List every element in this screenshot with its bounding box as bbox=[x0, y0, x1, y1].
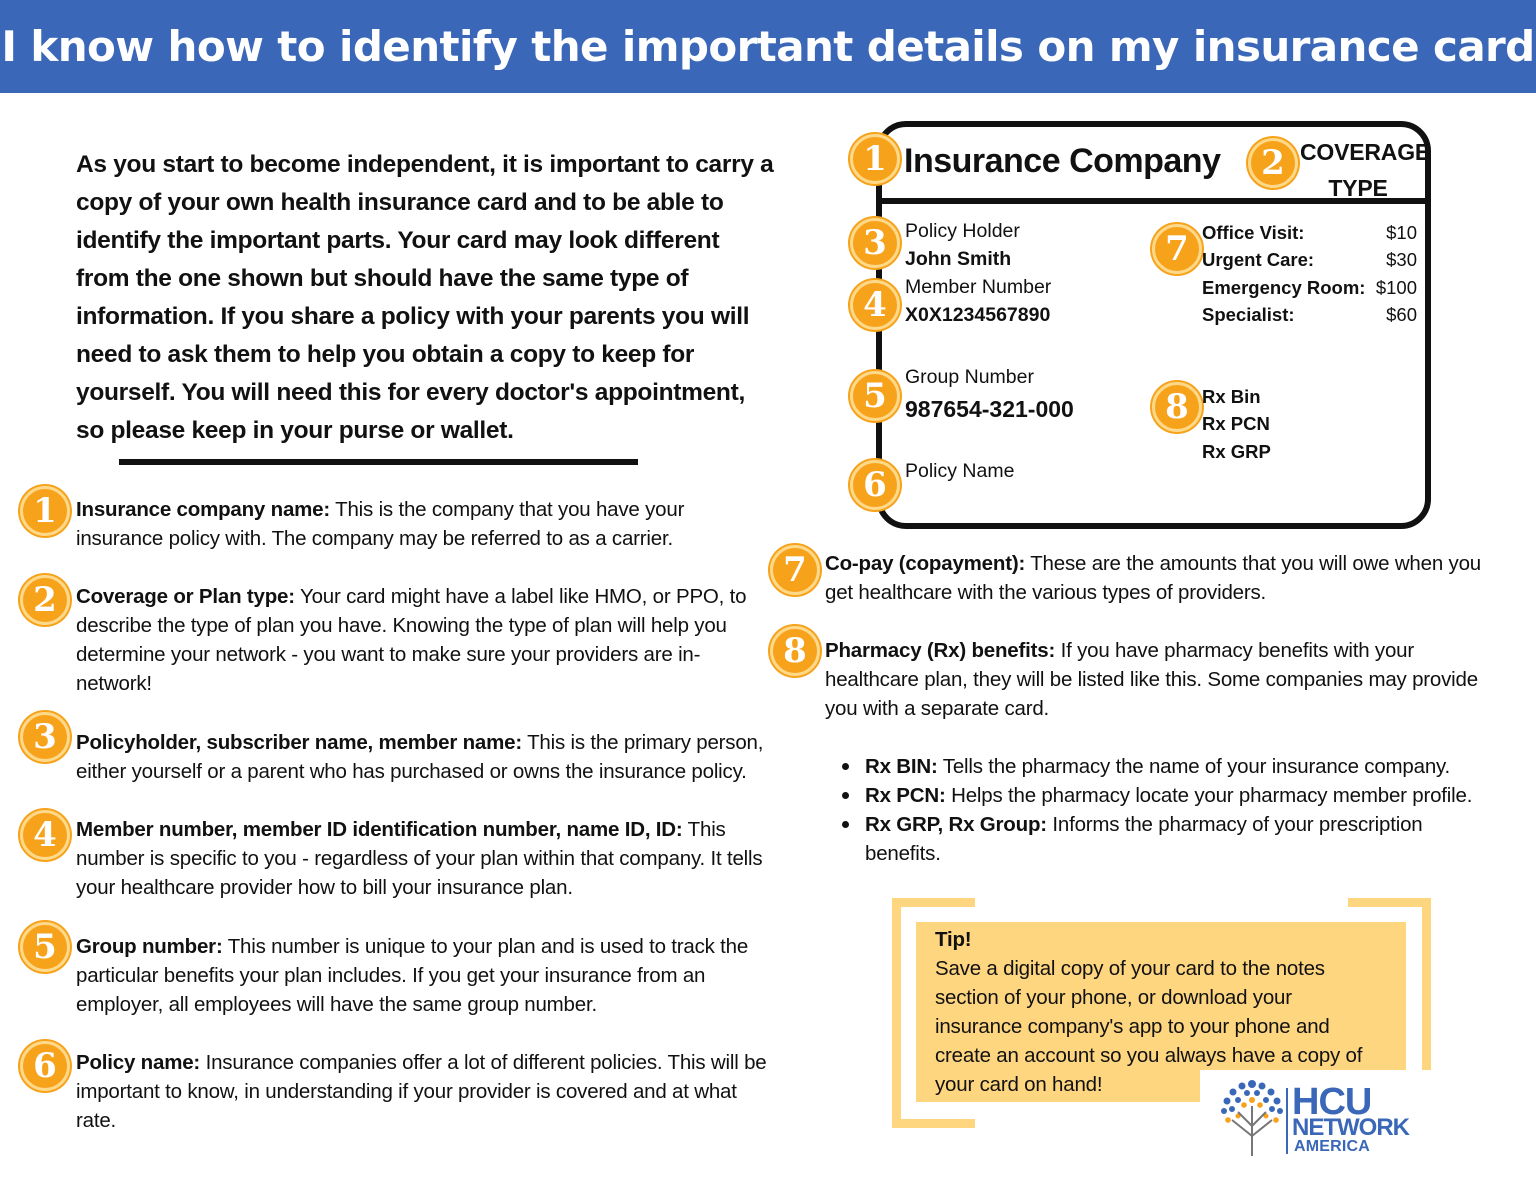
page-title: I know how to identify the important details on my insurance card bbox=[1, 22, 1535, 71]
item-member-number bbox=[76, 815, 796, 902]
badge-1-icon: 1 bbox=[20, 486, 70, 536]
copay-amount: $60 bbox=[1386, 304, 1417, 325]
card-badge-4-icon: 4 bbox=[850, 280, 900, 330]
copay-label: Specialist: bbox=[1202, 304, 1295, 325]
card-badge-8-icon: 8 bbox=[1152, 382, 1202, 432]
item-desc: This is the primary person, either yourself or a parent who has purchased or owns the insurance policy. bbox=[76, 731, 764, 783]
intro-paragraph: As you start to become independent, it is important to carry a copy of your own health insurance card and to be able to identify the important parts. Your card may look different from the one shown but should have the same type of information. If you share a policy with your parents you will need to ask them to help you obtain a copy to keep for yourself. You will need this for every doctor's appointment, so please keep in your purse or wallet. bbox=[76, 151, 774, 444]
copay-row bbox=[1202, 277, 1417, 304]
coverage-line-1: COVERAGE bbox=[1300, 139, 1431, 165]
group-number-value: 987654-321-000 bbox=[905, 396, 1074, 422]
bullet-term: Rx GRP, Rx Group: bbox=[865, 813, 1047, 836]
tip-content bbox=[935, 925, 1375, 1099]
item-term: Insurance company name: bbox=[76, 498, 331, 521]
policy-holder-value: John Smith bbox=[905, 248, 1012, 270]
badge-3-icon: 3 bbox=[20, 712, 70, 762]
copay-amount: $100 bbox=[1375, 277, 1417, 298]
copay-row bbox=[1202, 304, 1417, 331]
logo-network: NETWORK bbox=[1292, 1114, 1409, 1141]
tip-frame-right bbox=[1422, 898, 1431, 1070]
list-item bbox=[838, 781, 1498, 810]
badge-4-icon: 4 bbox=[20, 810, 70, 860]
member-number-value: X0X1234567890 bbox=[905, 304, 1051, 326]
item-term: Co-pay (copayment): bbox=[825, 552, 1026, 575]
logo-hcu: HCU bbox=[1292, 1081, 1372, 1123]
item-desc: This is the company that you have your insurance policy with. The company may be referred to as a carrier. bbox=[76, 498, 685, 550]
item-term: Coverage or Plan type: bbox=[76, 585, 295, 608]
tree-logo-icon bbox=[1218, 1076, 1286, 1158]
bullet-desc: Informs the pharmacy of your prescription benefits. bbox=[865, 813, 1423, 865]
list-item bbox=[838, 752, 1498, 781]
badge-7-icon: 7 bbox=[770, 545, 820, 595]
bullet-desc: Tells the pharmacy the name of your insurance company. bbox=[937, 755, 1451, 778]
tip-frame-top-left bbox=[892, 898, 975, 907]
card-rx-pcn: Rx PCN bbox=[1202, 413, 1270, 434]
badge-6-icon: 6 bbox=[20, 1041, 70, 1091]
logo-america: AMERICA bbox=[1294, 1138, 1371, 1155]
bullet-icon bbox=[842, 763, 849, 770]
item-term: Pharmacy (Rx) benefits: bbox=[825, 639, 1056, 662]
item-group-number bbox=[76, 932, 776, 1019]
member-number-label: Member Number bbox=[905, 276, 1052, 298]
copay-amount: $10 bbox=[1386, 222, 1417, 243]
item-policyholder bbox=[76, 728, 786, 786]
item-term: Group number: bbox=[76, 935, 223, 958]
copay-amount: $30 bbox=[1386, 249, 1417, 270]
policy-name-label: Policy Name bbox=[905, 460, 1015, 482]
card-rx-bin: Rx Bin bbox=[1202, 386, 1261, 407]
tip-frame-top-right bbox=[1348, 898, 1431, 907]
card-coverage-type bbox=[1300, 134, 1431, 206]
copay-label: Office Visit: bbox=[1202, 222, 1305, 243]
group-number-label: Group Number bbox=[905, 366, 1034, 388]
card-badge-3-icon: 3 bbox=[850, 218, 900, 268]
bullet-icon bbox=[842, 792, 849, 799]
item-term: Policy name: bbox=[76, 1051, 201, 1074]
page-header bbox=[0, 0, 1536, 93]
coverage-line-2: TYPE bbox=[1328, 175, 1388, 201]
bullet-desc: Helps the pharmacy locate your pharmacy member profile. bbox=[945, 784, 1473, 807]
card-badge-6-icon: 6 bbox=[850, 460, 900, 510]
item-desc: These are the amounts that you will owe when you get healthcare with the various types of providers. bbox=[825, 552, 1481, 604]
section-divider bbox=[119, 459, 638, 465]
copay-label: Urgent Care: bbox=[1202, 249, 1315, 270]
item-desc: This number is unique to your plan and is used to track the particular benefits your plan includes. If you get your insurance from an employer, all employees will have the same group number. bbox=[76, 935, 749, 1016]
copay-label: Emergency Room: bbox=[1202, 277, 1366, 298]
card-company-name: Insurance Company bbox=[904, 142, 1221, 180]
item-desc: Your card might have a label like HMO, or PPO, to describe the type of plan you have. Knowing the type of plan will help you determine your network - you want to make sure your providers are in-network! bbox=[76, 585, 747, 695]
item-insurance-company bbox=[76, 495, 716, 553]
list-item bbox=[838, 810, 1498, 868]
badge-8-icon: 8 bbox=[770, 626, 820, 676]
tip-title: Tip! bbox=[935, 928, 972, 951]
copay-row bbox=[1202, 249, 1417, 276]
card-badge-2-icon: 2 bbox=[1248, 138, 1298, 188]
logo-divider bbox=[1286, 1088, 1288, 1154]
item-desc: If you have pharmacy benefits with your healthcare plan, they will be listed like this. Some companies may provide you with a separate card. bbox=[825, 639, 1478, 720]
bullet-term: Rx BIN: bbox=[865, 755, 938, 778]
card-rx-grp: Rx GRP bbox=[1202, 441, 1271, 462]
item-desc: This number is specific to you - regardless of your plan within that company. It tells your healthcare provider how to bill your insurance plan. bbox=[76, 818, 763, 899]
item-coverage-type bbox=[76, 582, 766, 698]
badge-5-icon: 5 bbox=[20, 922, 70, 972]
item-term: Policyholder, subscriber name, member name: bbox=[76, 731, 522, 754]
copay-row bbox=[1202, 222, 1417, 249]
tip-body: Save a digital copy of your card to the notes section of your phone, or download your insurance company's app to your phone and create an account so you always have a copy of your card on hand! bbox=[935, 957, 1363, 1096]
item-pharmacy bbox=[825, 636, 1485, 723]
tip-frame-bottom-left bbox=[892, 1119, 975, 1128]
card-badge-7-icon: 7 bbox=[1152, 224, 1202, 274]
item-policy-name bbox=[76, 1048, 781, 1135]
policy-holder-label: Policy Holder bbox=[905, 220, 1020, 242]
tip-frame-left bbox=[892, 898, 901, 1128]
card-badge-1-icon: 1 bbox=[850, 134, 900, 184]
rx-bullet-list bbox=[838, 752, 1498, 868]
bullet-term: Rx PCN: bbox=[865, 784, 946, 807]
item-desc: Insurance companies offer a lot of different policies. This will be important to know, in understanding if your provider is covered and at what rate. bbox=[76, 1051, 767, 1132]
card-badge-5-icon: 5 bbox=[850, 371, 900, 421]
bullet-icon bbox=[842, 821, 849, 828]
item-copay bbox=[825, 549, 1505, 607]
item-term: Member number, member ID identification number, name ID, ID: bbox=[76, 818, 683, 841]
badge-2-icon: 2 bbox=[20, 575, 70, 625]
